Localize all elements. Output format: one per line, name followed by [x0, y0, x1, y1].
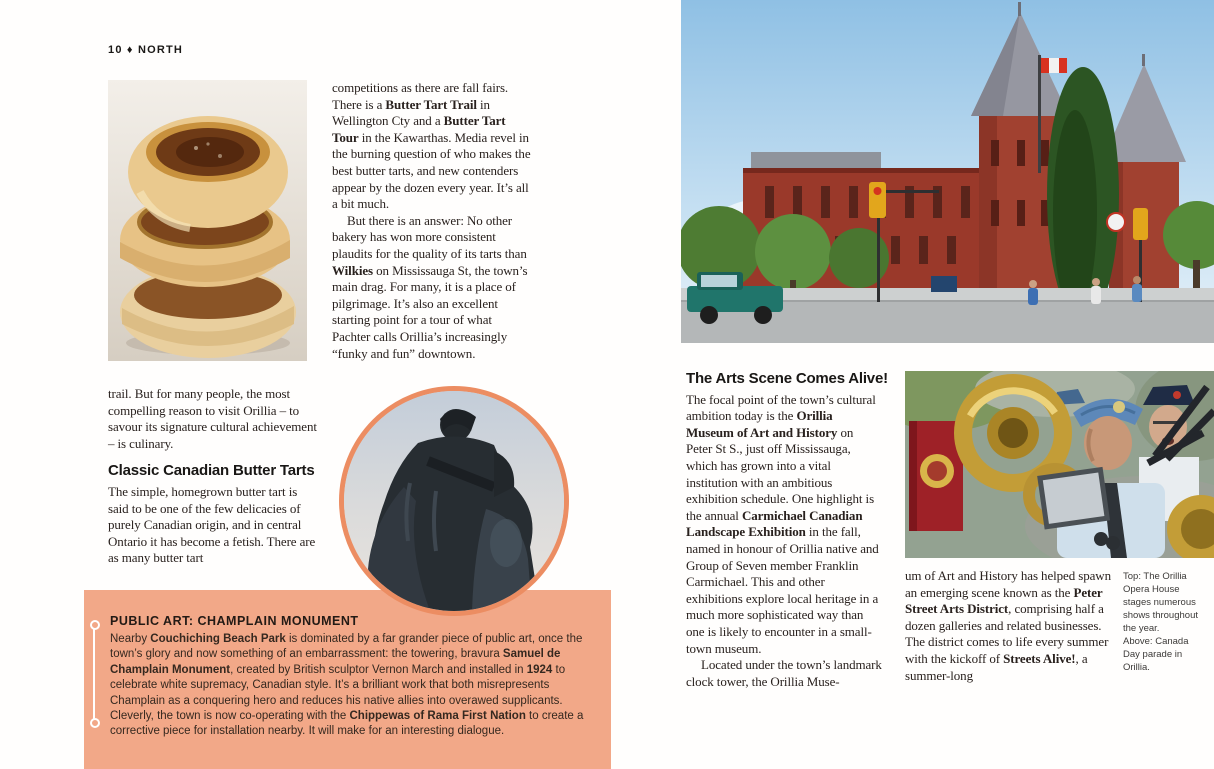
box-body: Nearby Couchiching Beach Park is dominated by a far grander piece of public art, once the town’s glory and now something of an embarrassment: the towering, bravura Samuel de Champlain Monument, created by British sculptor Vernon March and installed in 1924 to celebrate white supremacy, Canadian style. It’s a brilliant work that both misrepresents Champlain as a conquering hero and reduces his native allies into overawed supplicants. Cleverly, the town is now co-operating with the Chippewas of Rama First Nation to create a corrective piece for installation nearby. It will make for an interesting dialogue. [110, 633, 584, 738]
rule-end-dot [90, 718, 100, 728]
box-decorative-rule [90, 622, 98, 726]
champlain-statue-medallion [339, 386, 569, 616]
section-heading-butter-tarts: Classic Canadian Butter Tarts [108, 462, 315, 480]
butter-tarts-photo [108, 80, 307, 361]
column-arts-continued [905, 568, 1119, 684]
rule-line [93, 628, 95, 720]
butter-tarts-illustration [108, 80, 307, 361]
parade-band-illustration [905, 371, 1214, 558]
running-header: 10 ♦ NORTH [108, 44, 184, 56]
paragraph: The simple, homegrown butter tart is said to be one of the few delicacies of purely Canadian origin, and in central Ontario it has become a fetish. There are as many butter tart [108, 483, 316, 566]
paragraph: um of Art and History has helped spawn an emerging scene known as the Peter Street Arts District, comprising half a dozen galleries and related businesses. The district comes to life every summer with the kickoff of Streets Alive!, a summer-long [905, 568, 1111, 683]
section-heading-arts-scene: The Arts Scene Comes Alive! [686, 370, 888, 387]
paragraph: competitions as there are fall fairs. There is a Butter Tart Trail in Wellington Cty and a Butter Tart Tour in the Kawarthas. Media revel in the burning question of who makes the best butter tarts, and new contenders appear by the dozen every year. It’s all a bit much. [332, 80, 531, 212]
photo-caption [1123, 570, 1205, 674]
column-arts-scene [686, 370, 888, 690]
parade-band-photo [905, 371, 1214, 558]
opera-house-illustration [681, 0, 1214, 343]
column-visit-orillia [108, 386, 318, 567]
paragraph: trail. But for many people, the most compelling reason to visit Orillia – to savour its signature cultural achievement – is culinary. [108, 386, 317, 451]
champlain-statue-illustration [344, 391, 564, 611]
box-heading: PUBLIC ART: CHAMPLAIN MONUMENT [110, 614, 359, 628]
paragraph: But there is an answer: No other bakery has won more consistent plaudits for the quality of its tarts than Wilkies on Mississauga St, the town’s main drag. For many, it is a place of pilgrimage. It’s also an excellent starting point for a tour of what Pachter calls Orillia’s increasingly “funky and fun” downtown. [332, 212, 528, 361]
rule-end-dot [90, 620, 100, 630]
opera-house-photo [681, 0, 1214, 343]
paragraph: Located under the town’s landmark clock tower, the Orillia Muse- [686, 657, 882, 689]
caption-line: Top: The Orillia Opera House stages numerous shows throughout the year. [1123, 571, 1198, 634]
column-butter-tart-story [332, 80, 532, 362]
paragraph: The focal point of the town’s cultural ambition today is the Orillia Museum of Art and History on Peter St S., just off Mississauga, which has grown into a vital institution with an ambitious exhibition schedule. One highlight is the annual Carmichael Canadian Landscape Exhibition in the fall, named in honour of Orillia native and Group of Seven member Franklin Carmichael. This and other exhibitions explore local heritage in a much more sophisticated way than one is likely to encounter in a small-town museum. [686, 391, 879, 656]
caption-line: Above: Canada Day parade in Orillia. [1123, 636, 1189, 673]
public-art-box [84, 590, 611, 769]
